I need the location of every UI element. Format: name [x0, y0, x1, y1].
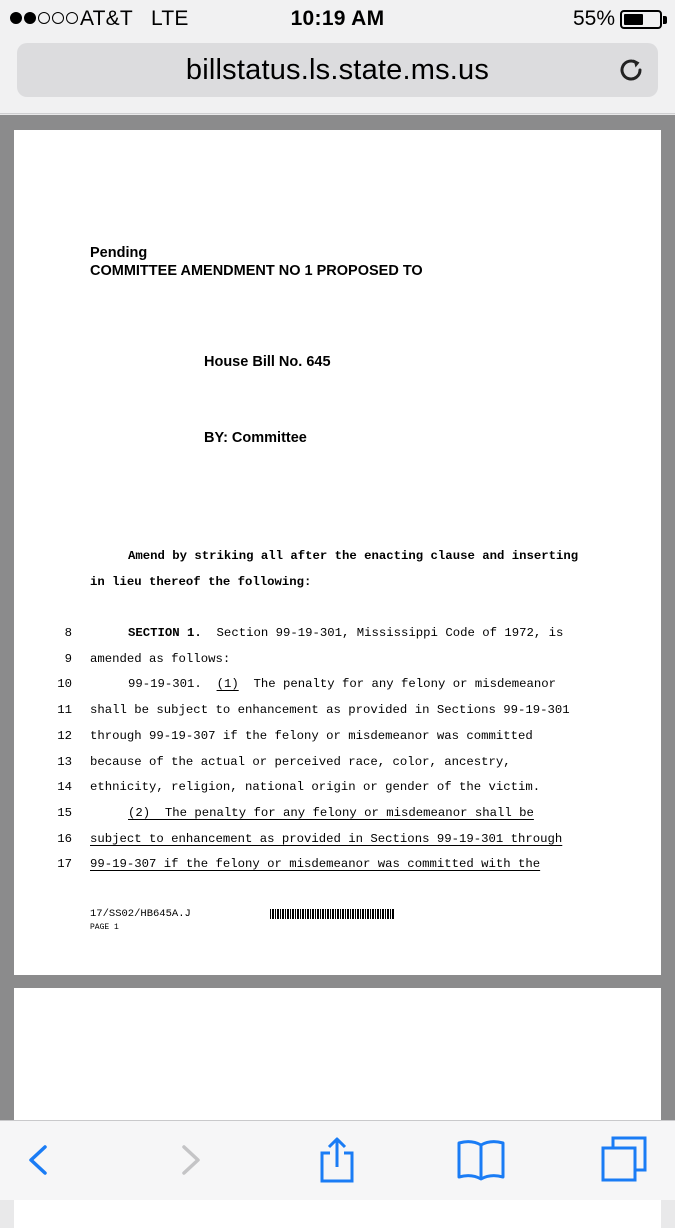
line-11 — [14, 703, 661, 723]
doc-title: COMMITTEE AMENDMENT NO 1 PROPOSED TO — [90, 263, 423, 279]
clock: 10:19 AM — [290, 7, 385, 30]
body-text: shall be subject to enhancement as provided in Sections 99-19-301 — [90, 703, 570, 718]
battery-percent: 55% — [572, 7, 615, 30]
tabs-icon[interactable] — [598, 1133, 652, 1187]
browser-top-bar — [0, 0, 675, 114]
line-number: 8 — [64, 626, 72, 640]
doc-status: Pending — [90, 245, 148, 261]
line-number: 13 — [57, 754, 72, 769]
network-type: LTE — [151, 7, 189, 30]
line-17 — [14, 857, 661, 877]
line-number: 17 — [57, 857, 72, 872]
body-text: Section 99-19-301, Mississippi Code of 1972, is — [201, 626, 564, 640]
bill-number: House Bill No. 645 — [204, 354, 331, 370]
line-10 — [14, 677, 661, 697]
body-text: ethnicity, religion, national origin or gender of the victim. — [90, 780, 541, 795]
line-text — [128, 626, 563, 640]
intro-line-2: in lieu thereof the following: — [90, 575, 312, 589]
line-8 — [14, 626, 661, 646]
line-number: 12 — [57, 728, 72, 743]
line-text — [90, 780, 540, 794]
inserted-text: (1) — [216, 677, 239, 692]
inserted-text: subject to enhancement as provided in Sections 99-19-301 through — [90, 831, 563, 846]
share-icon[interactable] — [310, 1133, 364, 1187]
body-text: amended as follows: — [90, 651, 231, 666]
barcode-image — [270, 909, 394, 919]
line-number: 14 — [57, 780, 72, 795]
line-text — [90, 729, 533, 743]
line-number: 11 — [57, 703, 72, 718]
line-14 — [14, 780, 661, 800]
pdf-viewer[interactable] — [0, 115, 675, 1120]
line-text — [90, 703, 570, 717]
line-text — [90, 832, 562, 846]
body-text: through 99-19-307 if the felony or misdemeanor was committed — [90, 728, 533, 743]
line-text — [90, 652, 230, 666]
status-bar — [0, 0, 675, 38]
bookmarks-icon[interactable] — [454, 1133, 508, 1187]
carrier-label: AT&T LTE — [80, 7, 189, 30]
bill-sponsor: BY: Committee — [204, 430, 307, 446]
back-icon[interactable] — [12, 1133, 66, 1187]
code-section-ref: 99-19-301. — [128, 677, 217, 692]
line-13 — [14, 755, 661, 775]
line-16 — [14, 832, 661, 852]
line-number: 9 — [64, 651, 72, 666]
line-text — [90, 857, 540, 871]
line-12 — [14, 729, 661, 749]
intro-line-1: Amend by striking all after the enacting clause and inserting — [128, 549, 579, 563]
line-text — [128, 806, 534, 820]
battery-icon — [620, 10, 662, 29]
address-bar[interactable] — [17, 43, 658, 97]
footer-code: 17/SS02/HB645A.J — [90, 908, 191, 920]
url-text[interactable]: billstatus.ls.state.ms.us — [185, 54, 490, 86]
forward-icon[interactable] — [163, 1133, 217, 1187]
line-text — [90, 755, 511, 769]
browser-toolbar — [0, 1120, 675, 1200]
body-text: because of the actual or perceived race, color, ancestry, — [90, 754, 511, 769]
section-heading: SECTION 1. — [128, 626, 202, 640]
line-text — [128, 677, 556, 691]
reload-icon[interactable] — [614, 53, 648, 87]
inserted-text: 99-19-307 if the felony or misdemeanor was committed with the — [90, 857, 541, 872]
body-text: The penalty for any felony or misdemeanor — [238, 677, 557, 692]
line-number: 16 — [57, 831, 72, 846]
inserted-text: (2) The penalty for any felony or misdemeanor shall be — [128, 805, 534, 820]
line-15 — [14, 806, 661, 826]
line-9 — [14, 652, 661, 672]
pdf-page-1 — [14, 130, 661, 975]
line-number: 15 — [57, 805, 72, 820]
line-number: 10 — [57, 677, 72, 692]
footer-page-number: PAGE 1 — [90, 923, 119, 932]
